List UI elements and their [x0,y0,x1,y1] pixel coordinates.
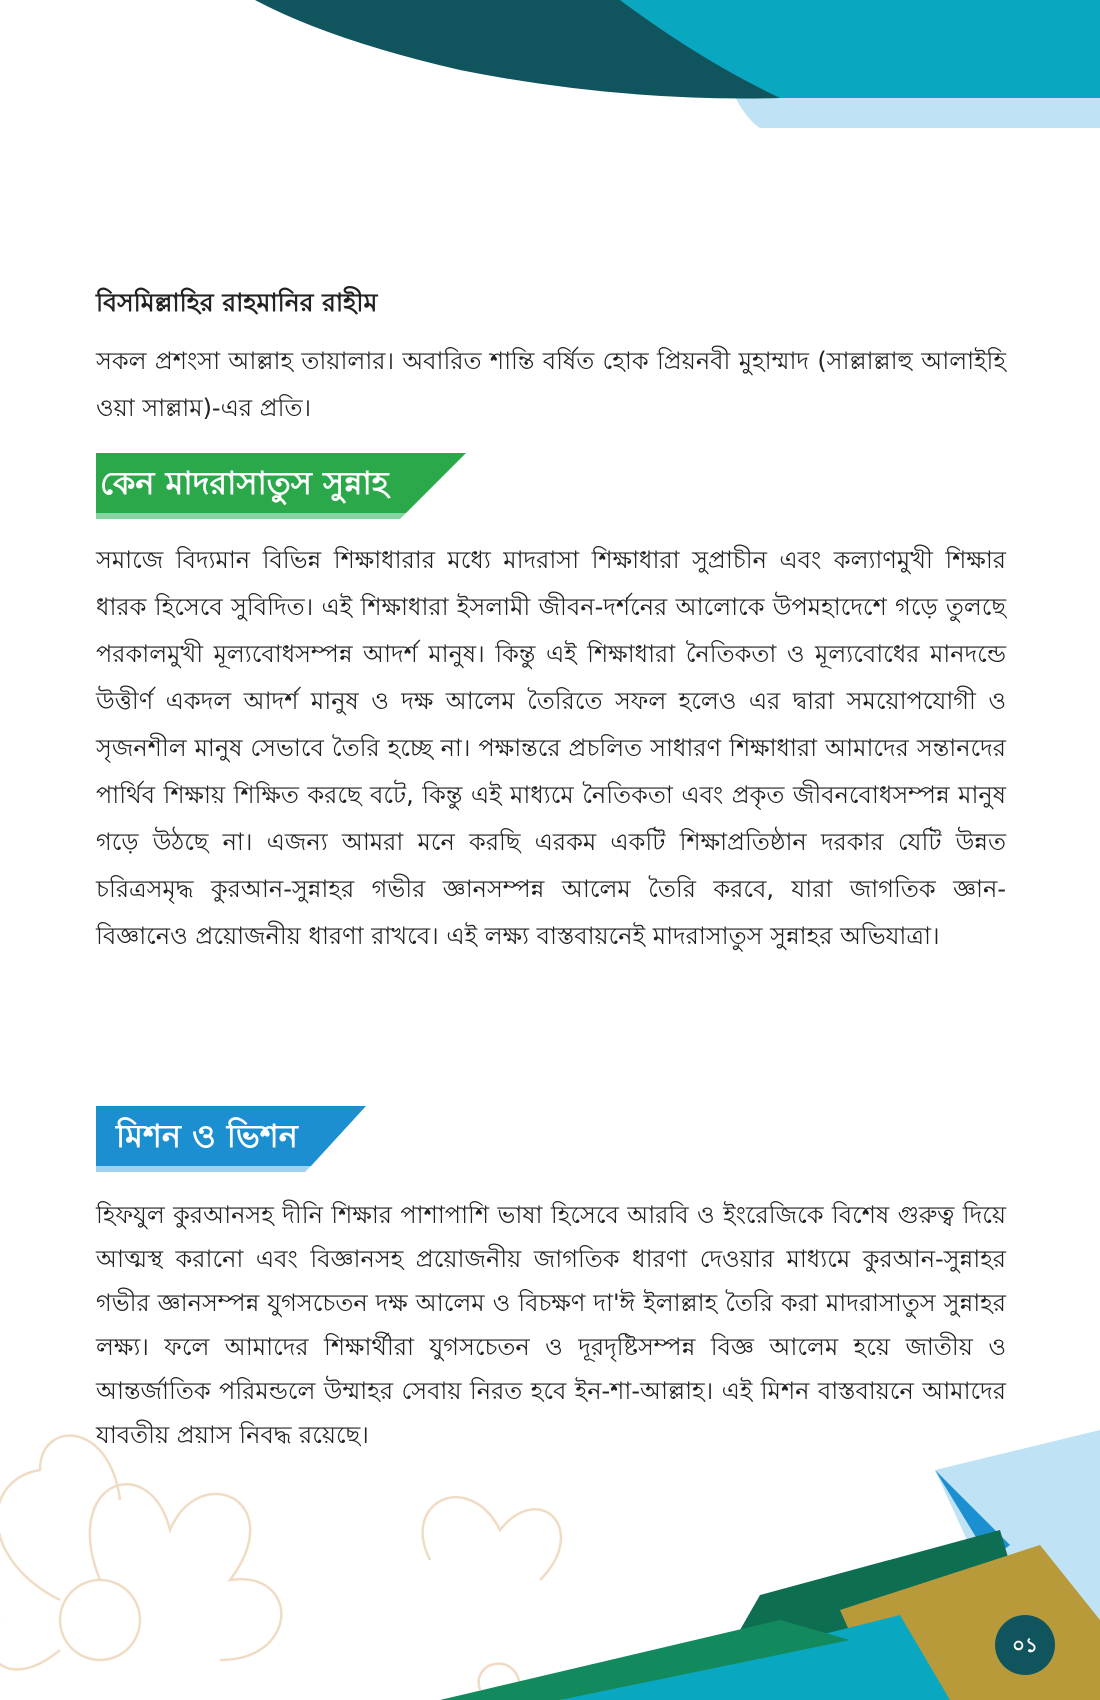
section-body-why: সমাজে বিদ্যমান বিভিন্ন শিক্ষাধারার মধ্যে মাদরাসা শিক্ষাধারা সুপ্রাচীন এবং কল্যাণমুখী শিক্ষার ধারক হিসেবে সুবিদিত। এই শিক্ষাধারা ইসলামী জীবন-দর্শনের আলোকে উপমহাদেশে গড়ে তুলছে পরকালমুখী মূল্যবোধসম্পন্ন আদর্শ মানুষ। কিন্তু এই শিক্ষাধারা নৈতিকতা ও মূল্যবোধের মানদন্ডে উত্তীর্ণ একদল আদর্শ মানুষ ও দক্ষ আলেম তৈরিতে সফল হলেও এর দ্বারা সময়োপযোগী ও সৃজনশীল মানুষ সেভাবে তৈরি হচ্ছে না। পক্ষান্তরে প্রচলিত সাধারণ শিক্ষাধারা আমাদের সন্তানদের পার্থিব শিক্ষায় শিক্ষিত করছে বটে, কিন্তু এই মাধ্যমে নৈতিকতা এবং প্রকৃত জীবনবোধসম্পন্ন মানুষ গড়ে উঠছে না। এজন্য আমরা মনে করছি এরকম একটি শিক্ষাপ্রতিষ্ঠান দরকার যেটি উন্নত চরিত্রসমৃদ্ধ কুরআন-সুন্নাহর গভীর জ্ঞানসম্পন্ন আলেম তৈরি করবে, যারা জাগতিক জ্ঞান-বিজ্ঞানেও প্রয়োজনীয় ধারণা রাখবে। এই লক্ষ্য বাস্তবায়নেই মাদরাসাতুস সুন্নাহর অভিযাত্রা। [96,546,1006,950]
section-heading-why: কেন মাদরাসাতুস সুন্নাহ [100,464,389,502]
section-heading-mission: মিশন ও ভিশন [116,1117,298,1155]
page-number: ০১ [995,1615,1055,1675]
section-body-mission: হিফযুল কুরআনসহ দীনি শিক্ষার পাশাপাশি ভাষা হিসেবে আরবি ও ইংরেজিকে বিশেষ গুরুত্ব দিয়ে আত্মস্থ করানো এবং বিজ্ঞানসহ প্রয়োজনীয় জাগতিক ধারণা দেওয়ার মাধ্যমে কুরআন-সুন্নাহর গভীর জ্ঞানসম্পন্ন যুগসচেতন দক্ষ আলেম ও বিচক্ষণ দা'ঈ ইলাল্লাহ তৈরি করা মাদরাসাতুস সুন্নাহর লক্ষ্য। ফলে আমাদের শিক্ষার্থীরা যুগসচেতন ও দূরদৃষ্টিসম্পন্ন বিজ্ঞ আলেম হয়ে জাতীয় ও আন্তর্জাতিক পরিমন্ডলে উম্মাহর সেবায় নিরত হবে ইন-শা-আল্লাহ। এই মিশন বাস্তবায়নে আমাদের যাবতীয় প্রয়াস নিবদ্ধ রয়েছে। [96,1201,1006,1449]
bismillah-heading: বিসমিল্লাহির রাহমানির রাহীম [96,288,378,317]
flower-watermark [0,1436,561,1690]
intro-paragraph: সকল প্রশংসা আল্লাহ তায়ালার। অবারিত শান্তি বর্ষিত হোক প্রিয়নবী মুহাম্মাদ (সাল্লাল্লাহু আলাইহি ওয়া সাল্লাম)-এর প্রতি। [96,347,1006,422]
section-banner-why [96,453,466,519]
section-banner-mission [96,1106,366,1172]
